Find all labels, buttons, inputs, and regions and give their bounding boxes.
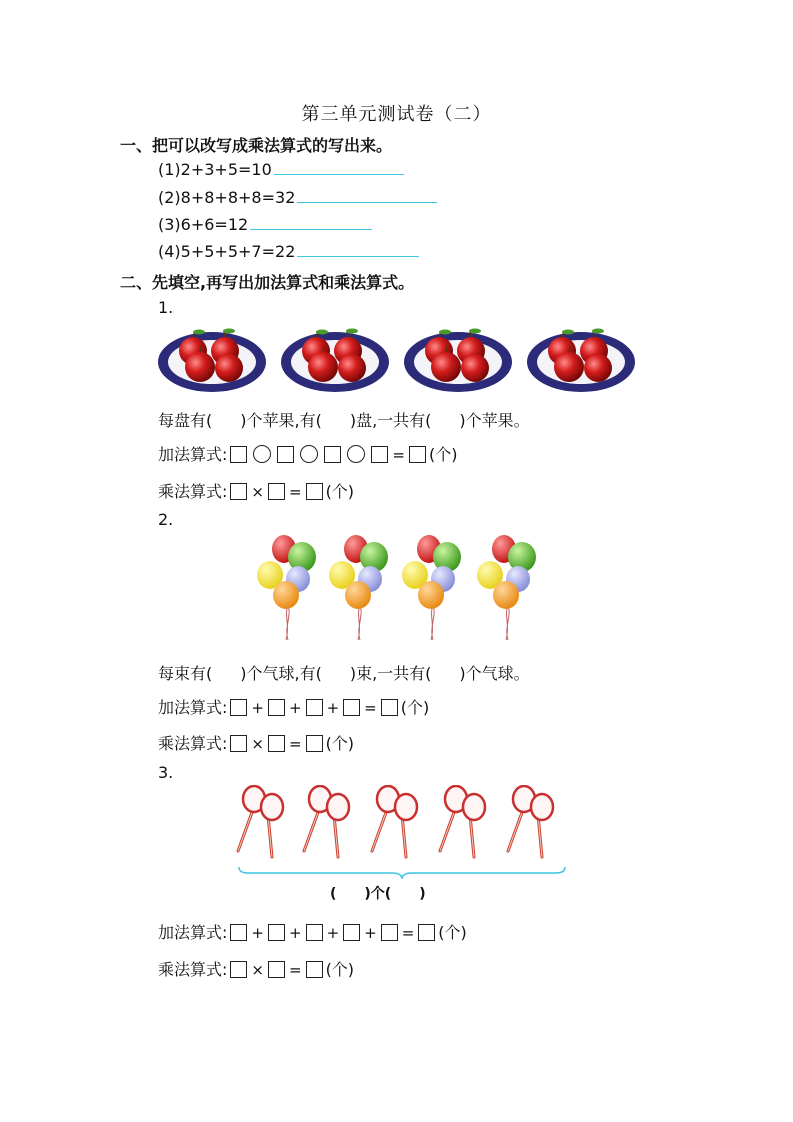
answer-box[interactable] bbox=[371, 446, 388, 463]
section-1-heading: 一、把可以改写成乘法算式的写出来。 bbox=[120, 136, 393, 155]
plus-sign: + bbox=[288, 924, 302, 942]
answer-box[interactable] bbox=[230, 735, 247, 752]
q1-number: 1. bbox=[158, 298, 174, 317]
times-sign: × bbox=[251, 961, 264, 979]
question-1-2 bbox=[158, 188, 437, 207]
addition-label: 加法算式: bbox=[158, 923, 228, 942]
answer-blank[interactable] bbox=[297, 188, 437, 203]
answer-box[interactable] bbox=[306, 699, 323, 716]
question-text: (4)5+5+5+7=22 bbox=[158, 242, 296, 261]
answer-blank[interactable] bbox=[250, 215, 372, 230]
answer-box[interactable] bbox=[418, 924, 435, 941]
unit-label: (个) bbox=[325, 960, 355, 979]
q1-addition-row bbox=[158, 442, 457, 465]
question-text: (2)8+8+8+8=32 bbox=[158, 188, 296, 207]
answer-box[interactable] bbox=[268, 699, 285, 716]
times-sign: × bbox=[251, 483, 264, 501]
operator-circle[interactable] bbox=[253, 445, 271, 463]
unit-label: (个) bbox=[438, 923, 467, 942]
multiplication-label: 乘法算式: bbox=[158, 734, 228, 753]
equals-sign: = bbox=[288, 483, 302, 501]
plus-sign: + bbox=[326, 924, 340, 942]
answer-box[interactable] bbox=[343, 699, 360, 716]
q3-number: 3. bbox=[158, 763, 174, 782]
brace-label: ( )个( ) bbox=[330, 886, 426, 902]
unit-label: (个) bbox=[428, 445, 458, 464]
question-text: (3)6+6=12 bbox=[158, 215, 249, 234]
answer-box[interactable] bbox=[306, 961, 323, 978]
answer-box[interactable] bbox=[381, 699, 398, 716]
answer-box[interactable] bbox=[230, 924, 247, 941]
answer-box[interactable] bbox=[268, 924, 285, 941]
badminton-racket-pair-icon bbox=[238, 786, 283, 857]
q2-number: 2. bbox=[158, 510, 174, 529]
plus-sign: + bbox=[326, 699, 340, 717]
answer-box[interactable] bbox=[306, 483, 323, 500]
answer-box[interactable] bbox=[381, 924, 398, 941]
plus-sign: + bbox=[251, 924, 264, 942]
answer-box[interactable] bbox=[277, 446, 294, 463]
equals-sign: = bbox=[288, 961, 302, 979]
addition-label: 加法算式: bbox=[158, 445, 228, 464]
unit-label: (个) bbox=[400, 698, 430, 717]
question-1-3 bbox=[158, 215, 372, 234]
equals-sign: = bbox=[288, 735, 302, 753]
addition-label: 加法算式: bbox=[158, 698, 228, 717]
answer-blank[interactable] bbox=[274, 160, 404, 175]
balloon-bunches-image bbox=[254, 535, 544, 645]
multiplication-label: 乘法算式: bbox=[158, 482, 228, 501]
answer-box[interactable] bbox=[268, 735, 285, 752]
unit-label: (个) bbox=[325, 734, 355, 753]
answer-blank[interactable] bbox=[297, 242, 419, 257]
plus-sign: + bbox=[288, 699, 302, 717]
answer-box[interactable] bbox=[268, 483, 285, 500]
balloon-bunch-icon bbox=[257, 535, 316, 640]
q3-multiplication-row bbox=[158, 957, 354, 980]
answer-box[interactable] bbox=[343, 924, 360, 941]
q3-addition-row bbox=[158, 920, 467, 943]
question-1-4 bbox=[158, 242, 419, 261]
grouping-brace bbox=[236, 865, 568, 881]
answer-box[interactable] bbox=[230, 446, 247, 463]
answer-box[interactable] bbox=[230, 699, 247, 716]
equals-sign: = bbox=[364, 699, 377, 717]
question-1-1 bbox=[158, 160, 404, 179]
q2-addition-row bbox=[158, 695, 429, 718]
plus-sign: + bbox=[251, 699, 264, 717]
equals-sign: = bbox=[401, 924, 415, 942]
equals-sign: = bbox=[392, 446, 405, 464]
apple-plate-icon bbox=[158, 329, 266, 393]
answer-box[interactable] bbox=[268, 961, 285, 978]
apple-plates-image bbox=[155, 318, 645, 398]
q1-multiplication-row bbox=[158, 479, 354, 502]
operator-circle[interactable] bbox=[347, 445, 365, 463]
plus-sign: + bbox=[364, 924, 377, 942]
answer-box[interactable] bbox=[306, 924, 323, 941]
q1-fill-line: 每盘有( )个苹果,有( )盘,一共有( )个苹果。 bbox=[158, 411, 530, 430]
section-2-heading: 二、先填空,再写出加法算式和乘法算式。 bbox=[120, 273, 415, 292]
multiplication-label: 乘法算式: bbox=[158, 960, 228, 979]
answer-box[interactable] bbox=[306, 735, 323, 752]
times-sign: × bbox=[251, 735, 264, 753]
q2-multiplication-row bbox=[158, 731, 354, 754]
unit-label: (个) bbox=[325, 482, 355, 501]
answer-box[interactable] bbox=[230, 483, 247, 500]
question-text: (1)2+3+5=10 bbox=[158, 160, 272, 179]
page-title: 第三单元测试卷（二） bbox=[301, 104, 492, 125]
answer-box[interactable] bbox=[324, 446, 341, 463]
answer-box[interactable] bbox=[230, 961, 247, 978]
answer-box[interactable] bbox=[409, 446, 426, 463]
q2-fill-line: 每束有( )个气球,有( )束,一共有( )个气球。 bbox=[158, 664, 530, 683]
racket-pairs-image bbox=[232, 785, 572, 860]
operator-circle[interactable] bbox=[300, 445, 318, 463]
